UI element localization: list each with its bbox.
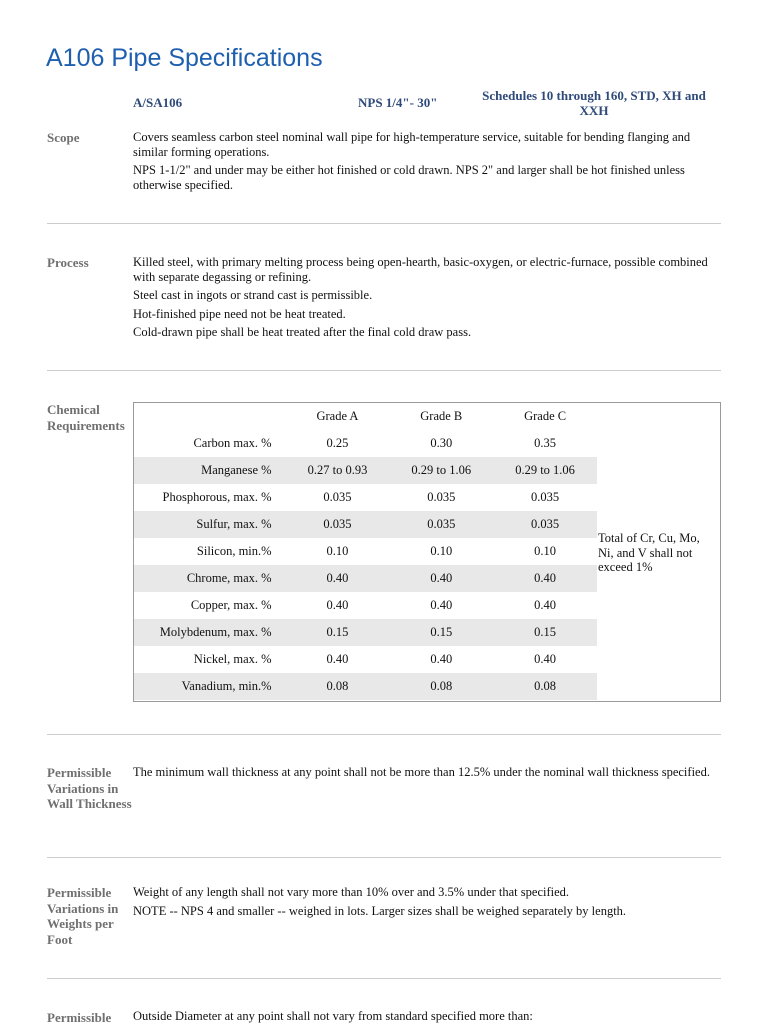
grade-b-value: 0.10: [430, 544, 453, 558]
grade-c-value: 0.035: [493, 511, 597, 538]
grade-c-value: 0.035: [531, 490, 560, 504]
grade-c-value: 0.40: [534, 598, 557, 612]
process-paragraph: Cold-drawn pipe shall be heat treated after the final cold draw pass.: [133, 325, 472, 339]
page-title: A106 Pipe Specifications: [46, 44, 323, 72]
outside-diameter-paragraph: Outside Diameter at any point shall not vary from standard specified more than:: [133, 1009, 533, 1023]
element-name: Sulfur, max. %: [134, 511, 286, 538]
grade-a-value: 0.40: [286, 565, 390, 592]
table-row: [134, 511, 597, 538]
element-name: Manganese %: [134, 457, 286, 484]
chemical-label: Chemical Requirements: [47, 402, 125, 433]
scope-paragraph: NPS 1-1/2" and under may be either hot finished or cold drawn. NPS 2" and larger shall be hot finished unless otherwise specified.: [133, 163, 685, 192]
table-row: [134, 646, 597, 673]
grade-a-value: 0.15: [286, 619, 390, 646]
section-divider: [47, 857, 721, 858]
chemical-note: Total of Cr, Cu, Mo, Ni, and V shall not exceed 1%: [598, 531, 700, 574]
wall-thickness-label: Permissible Variations in Wall Thickness: [47, 765, 132, 811]
grade-b-value: 0.29 to 1.06: [389, 457, 493, 484]
table-header-row: [134, 403, 597, 430]
element-name: Molybdenum, max. %: [134, 619, 286, 646]
section-divider: [47, 978, 721, 979]
grade-c-value: 0.40: [534, 652, 557, 666]
header-blank-cell: [134, 403, 286, 430]
grade-a-value: 0.10: [326, 544, 349, 558]
element-name: Phosphorous, max. %: [162, 490, 272, 504]
element-name: Chrome, max. %: [134, 565, 286, 592]
outside-diameter-content: [133, 1009, 723, 1028]
grade-b-value: 0.40: [430, 652, 453, 666]
grade-c-value: 0.08: [493, 673, 597, 700]
column-header-grade-c: Grade C: [524, 409, 567, 423]
grade-a-value: 0.035: [323, 490, 352, 504]
grade-c-value: 0.35: [534, 436, 557, 450]
table-row: [134, 538, 597, 565]
scope-paragraph: Covers seamless carbon steel nominal wall pipe for high-temperature service, suitable for bending flanging and similar forming operations.: [133, 130, 691, 159]
grade-b-value: 0.08: [389, 673, 493, 700]
header-schedules: Schedules 10 through 160, STD, XH and XXH: [482, 88, 706, 118]
process-paragraph: Killed steel, with primary melting process being open-hearth, basic-oxygen, or electric-furnace, possible combined with separate degassing or refining.: [133, 255, 708, 284]
weights-label: Permissible Variations in Weights per Foot: [47, 885, 119, 947]
weights-content: [133, 885, 723, 922]
grade-a-value: 0.08: [286, 673, 390, 700]
grade-c-value: 0.40: [493, 565, 597, 592]
header-standard: A/SA106: [133, 95, 183, 110]
section-divider: [47, 734, 721, 735]
table-row: [134, 592, 597, 619]
chemical-table: [134, 403, 597, 700]
grade-a-value: 0.27 to 0.93: [286, 457, 390, 484]
section-divider: [47, 370, 721, 371]
section-divider: [47, 223, 721, 224]
process-content: [133, 255, 723, 344]
table-row: [134, 430, 597, 457]
grade-b-value: 0.30: [430, 436, 453, 450]
element-name: Silicon, min.%: [196, 544, 272, 558]
table-row: [134, 457, 597, 484]
wall-thickness-content: [133, 765, 723, 784]
grade-a-value: 0.40: [326, 598, 349, 612]
scope-label: Scope: [47, 130, 80, 145]
grade-c-value: 0.29 to 1.06: [493, 457, 597, 484]
element-name: Vanadium, min.%: [134, 673, 286, 700]
header-nps-range: NPS 1/4"- 30": [358, 95, 438, 110]
element-name: Nickel, max. %: [193, 652, 272, 666]
outside-diameter-label: Permissible: [47, 1010, 112, 1025]
chemical-table-box: [133, 402, 721, 702]
scope-content: [133, 130, 723, 196]
grade-a-value: 0.25: [326, 436, 349, 450]
weights-paragraph: Weight of any length shall not vary more than 10% over and 3.5% under that specified.: [133, 885, 570, 899]
grade-a-value: 0.40: [326, 652, 349, 666]
column-header-grade-b: Grade B: [420, 409, 463, 423]
process-paragraph: Steel cast in ingots or strand cast is permissible.: [133, 288, 373, 302]
grade-b-value: 0.035: [427, 490, 456, 504]
table-row: [134, 565, 597, 592]
table-row: [134, 673, 597, 700]
element-name: Carbon max. %: [193, 436, 272, 450]
column-header-grade-a: Grade A: [316, 409, 359, 423]
weights-paragraph: NOTE -- NPS 4 and smaller -- weighed in lots. Larger sizes shall be weighed separately by length.: [133, 903, 627, 918]
process-paragraph: Hot-finished pipe need not be heat treated.: [133, 306, 346, 321]
table-row: [134, 484, 597, 511]
grade-b-value: 0.15: [389, 619, 493, 646]
grade-c-value: 0.15: [493, 619, 597, 646]
grade-b-value: 0.035: [389, 511, 493, 538]
table-row: [134, 619, 597, 646]
element-name: Copper, max. %: [190, 598, 272, 612]
grade-b-value: 0.40: [430, 598, 453, 612]
wall-thickness-paragraph: The minimum wall thickness at any point shall not be more than 12.5% under the nominal wall thickness specified.: [133, 765, 710, 779]
grade-a-value: 0.035: [286, 511, 390, 538]
grade-c-value: 0.10: [534, 544, 557, 558]
process-label: Process: [47, 255, 89, 270]
grade-b-value: 0.40: [389, 565, 493, 592]
